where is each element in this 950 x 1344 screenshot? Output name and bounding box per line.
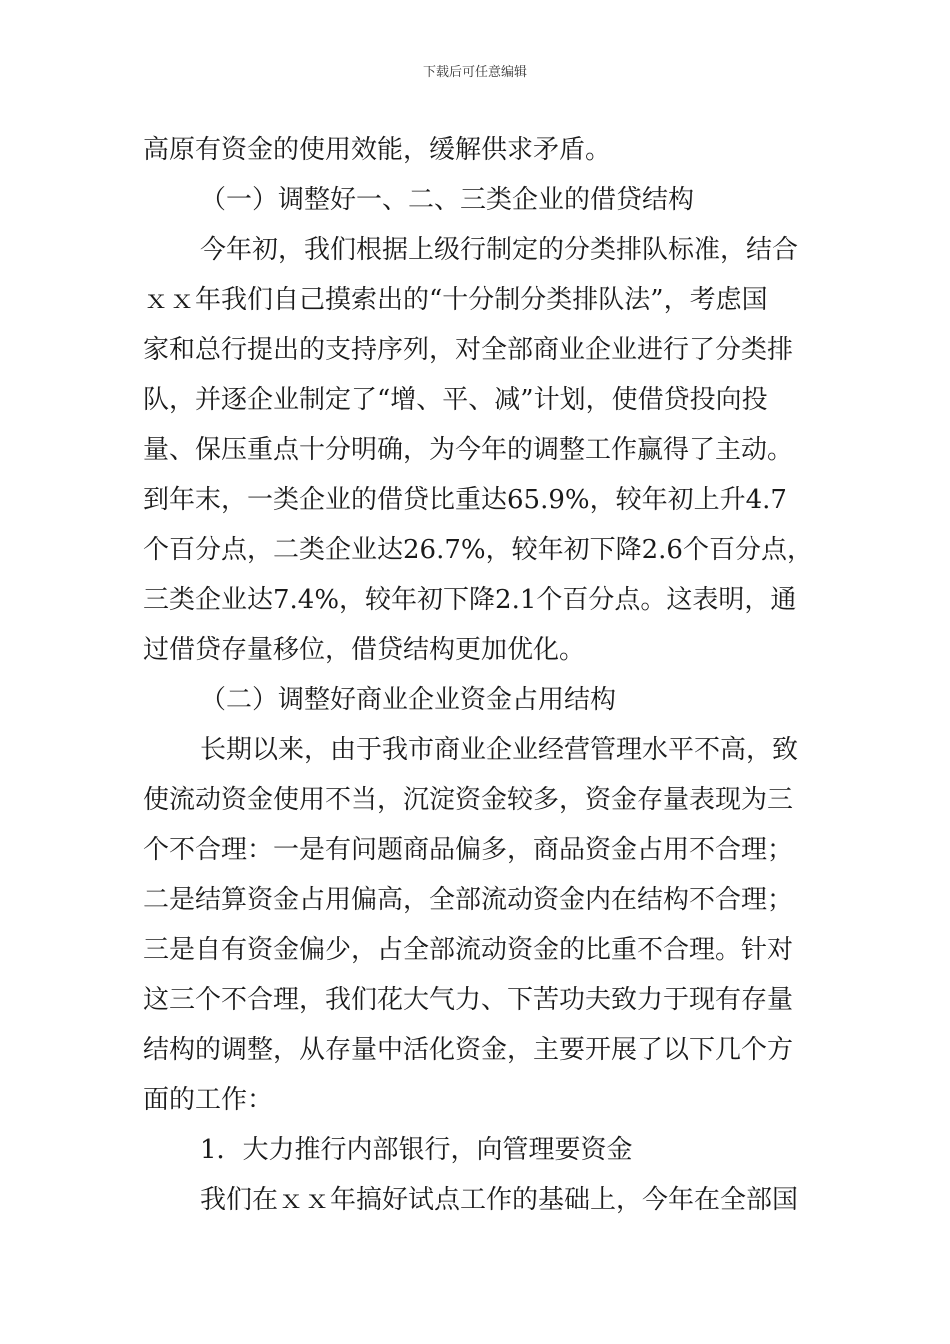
- text-line: 三类企业达7.4%，较年初下降2.1个百分点。这表明，通: [143, 585, 797, 615]
- text-line: 使流动资金使用不当，沉淀资金较多，资金存量表现为三: [143, 785, 794, 815]
- text-line: 面的工作：: [143, 1085, 274, 1115]
- page-header-note: 下载后可任意编辑: [422, 65, 527, 80]
- text-line: 过借贷存量移位，借贷结构更加优化。: [143, 635, 586, 665]
- text-line: 高原有资金的使用效能，缓解供求矛盾。: [143, 135, 612, 165]
- text-line: 今年初，我们根据上级行制定的分类排队标准，结合: [200, 235, 799, 265]
- text-line: 三是自有资金偏少，占全部流动资金的比重不合理。针对: [143, 935, 794, 965]
- text-line: 家和总行提出的支持序列，对全部商业企业进行了分类排: [143, 335, 794, 365]
- section-heading: （一）调整好一、二、三类企业的借贷结构: [200, 185, 695, 215]
- text-line: 队，并逐企业制定了“增、平、减”计划，使借贷投向投: [143, 385, 768, 415]
- text-line: 这三个不合理，我们花大气力、下苦功夫致力于现有存量: [143, 985, 794, 1015]
- text-line: 二是结算资金占用偏高，全部流动资金内在结构不合理；: [143, 885, 794, 915]
- text-line: ｘｘ年我们自己摸索出的“十分制分类排队法”，考虑国: [143, 285, 768, 315]
- subsection-heading: 1．大力推行内部银行，向管理要资金: [200, 1135, 633, 1165]
- text-line: 长期以来，由于我市商业企业经营管理水平不高，致: [200, 735, 799, 765]
- text-line: 我们在ｘｘ年搞好试点工作的基础上，今年在全部国: [200, 1185, 799, 1215]
- text-line: 量、保压重点十分明确，为今年的调整工作赢得了主动。: [143, 435, 794, 465]
- text-line: 个不合理：一是有问题商品偏多，商品资金占用不合理；: [143, 835, 794, 865]
- text-line: 到年末，一类企业的借贷比重达65.9%，较年初上升4.7: [143, 485, 787, 515]
- text-line: 结构的调整，从存量中活化资金，主要开展了以下几个方: [143, 1035, 794, 1065]
- text-line: 个百分点，二类企业达26.7%，较年初下降2.6个百分点，: [143, 535, 813, 565]
- section-heading: （二）调整好商业企业资金占用结构: [200, 685, 617, 715]
